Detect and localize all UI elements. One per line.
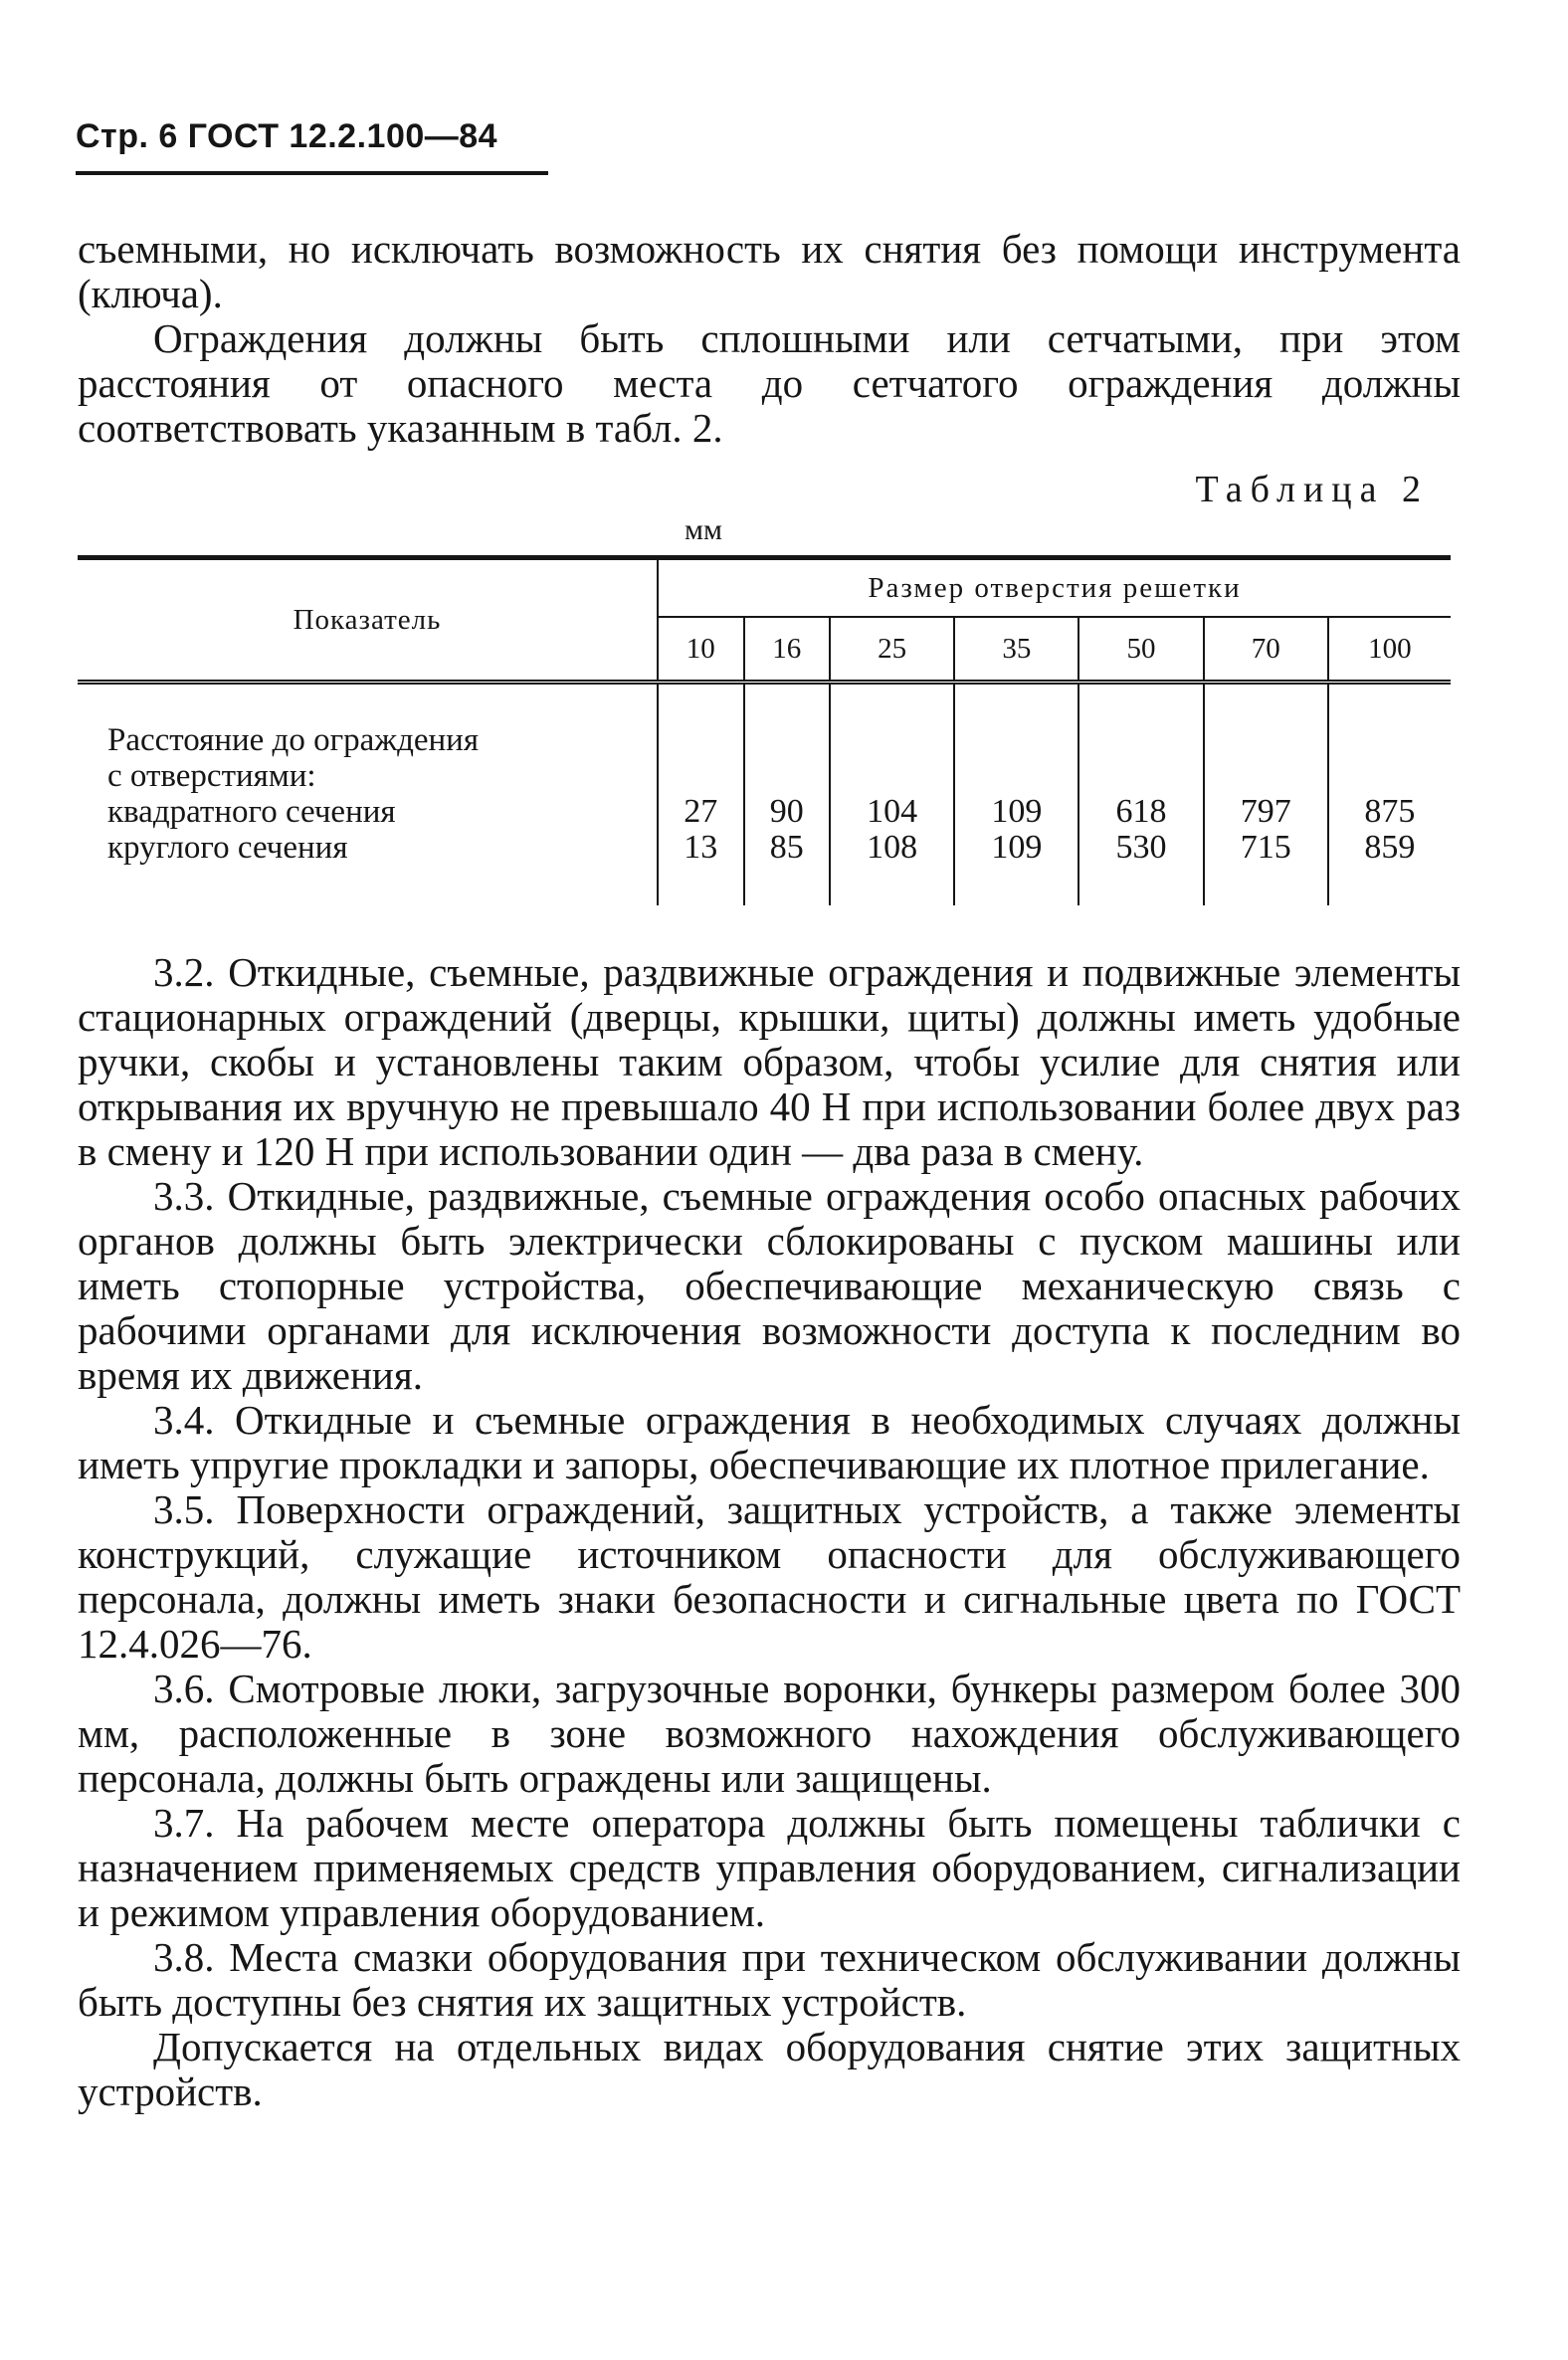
page-header: Стр. 6 ГОСТ 12.2.100—84 xyxy=(76,117,498,155)
section-3-6: 3.6. Смотровые люки, загрузочные воронки, бункеры размером более 300 мм, расположенные в зоне возможного нахождения обслуживающего персонала, должны быть ограждены или защищены. xyxy=(78,1666,1461,1801)
size-header: 35 xyxy=(954,617,1078,683)
header-rule xyxy=(76,171,548,175)
intro-paragraph-1: съемными, но исключать возможность их снятия без помощи инструмента (ключа). xyxy=(78,226,1461,316)
size-header: 50 xyxy=(1078,617,1203,683)
round-value: 109 xyxy=(991,829,1043,866)
round-value: 108 xyxy=(867,829,918,866)
distance-table xyxy=(78,555,1451,905)
table-cell xyxy=(658,683,744,906)
size-header: 10 xyxy=(686,632,715,665)
row-label-line: Расстояние до ограждения xyxy=(107,722,480,758)
square-value: 797 xyxy=(1240,793,1291,830)
table-cell xyxy=(954,683,1078,906)
table-cell xyxy=(744,683,831,906)
table-cell xyxy=(1328,683,1451,906)
square-value: 875 xyxy=(1364,793,1416,830)
table-cell xyxy=(1204,683,1328,906)
square-value: 27 xyxy=(684,793,718,830)
table-units: мм xyxy=(685,513,722,546)
size-header: 70 xyxy=(1204,617,1328,683)
square-value: 109 xyxy=(991,793,1043,830)
table-caption: Таблица 2 xyxy=(1195,469,1429,510)
section-3-3: 3.3. Откидные, раздвижные, съемные ограждения особо опасных рабочих органов должны быть электрически сблокированы с пуском машины или иметь стопорные устройства, обеспечивающие механическую связь с рабочими органами для исключения возможности доступа к последним во время их движения. xyxy=(78,1173,1461,1398)
table-row xyxy=(78,683,1451,906)
intro-paragraph-2: Ограждения должны быть сплошными или сетчатыми, при этом расстояния от опасного места до сетчатого ограждения должны соответствовать указанным в табл. 2. xyxy=(78,315,1461,451)
square-value: 104 xyxy=(867,793,918,830)
section-3-4: 3.4. Откидные и съемные ограждения в необходимых случаях должны иметь упругие прокладки и запоры, обеспечивающие их плотное прилегание. xyxy=(78,1397,1461,1487)
round-value: 85 xyxy=(769,829,804,866)
table-cell xyxy=(830,683,954,906)
round-value: 13 xyxy=(684,829,718,866)
square-value: 618 xyxy=(1115,793,1167,830)
round-value: 530 xyxy=(1115,829,1167,866)
row-label-round: круглого сечения xyxy=(107,830,348,866)
size-header: 16 xyxy=(744,617,831,683)
square-value: 90 xyxy=(769,793,804,830)
row-label-square: квадратного сечения xyxy=(107,794,396,830)
column-group-header: Размер отверстия решетки xyxy=(658,558,1451,618)
section-3-8-note: Допускается на отдельных видах оборудования снятие этих защитных устройств. xyxy=(78,2024,1461,2114)
column-header-indicator: Показатель xyxy=(78,558,658,683)
size-header: 100 xyxy=(1328,617,1451,683)
intro-text xyxy=(78,227,1461,451)
table-cell xyxy=(1078,683,1203,906)
section-3-7: 3.7. На рабочем месте оператора должны быть помещены таблички с назначением применяемых средств управления оборудованием, сигнализации и режимом управления оборудованием. xyxy=(78,1800,1461,1935)
size-header: 25 xyxy=(830,617,954,683)
row-label xyxy=(78,683,658,906)
section-3-8: 3.8. Места смазки оборудования при техническом обслуживании должны быть доступны без снятия их защитных устройств. xyxy=(78,1934,1461,2025)
round-value: 859 xyxy=(1364,829,1416,866)
row-label-line: с отверстиями: xyxy=(107,758,316,794)
sections-text xyxy=(78,950,1461,2114)
section-3-2: 3.2. Откидные, съемные, раздвижные ограждения и подвижные элементы стационарных ограждений (дверцы, крышки, щиты) должны иметь удобные ручки, скобы и установлены таким образом, чтобы усилие для снятия или открывания их вручную не превышало 40 Н при использовании более двух раз в смену и 120 Н при использовании один — два раза в смену. xyxy=(78,949,1461,1174)
section-3-5: 3.5. Поверхности ограждений, защитных устройств, а также элементы конструкций, служащие источником опасности для обслуживающего персонала, должны иметь знаки безопасности и сигнальные цвета по ГОСТ 12.4.026—76. xyxy=(78,1486,1461,1667)
round-value: 715 xyxy=(1240,829,1291,866)
